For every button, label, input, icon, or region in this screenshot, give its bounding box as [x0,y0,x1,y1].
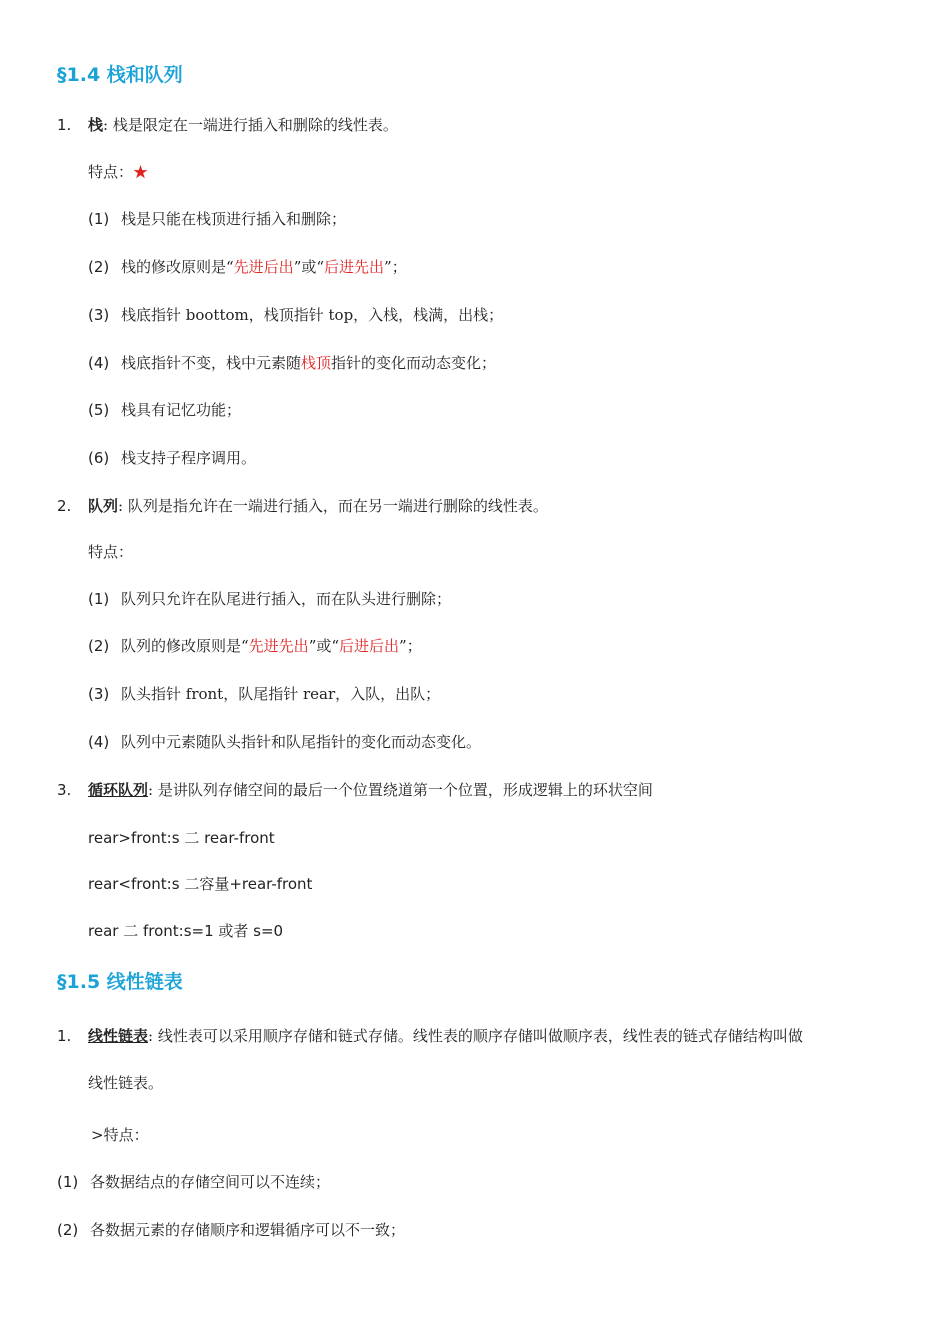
features-label-text: 特点： [88,163,134,181]
formula-line: rear<front:s 二容量+rear-front [88,875,313,893]
definition-text: : 栈是限定在一端进行插入和删除的线性表。 [103,116,398,134]
text: ”； [384,258,407,276]
item-index: (2) [88,637,110,655]
list-number: 3. [57,781,72,799]
item-index: (2) [57,1221,79,1239]
text: ”或“ [308,637,340,655]
item-index: (1) [88,210,110,228]
item-index: (4) [88,354,110,372]
list-number: 1. [57,116,72,134]
list-item [121,635,422,657]
text: 队列的修改原则是“ [121,637,249,655]
term-linked-list: 线性链表 [88,1027,149,1045]
list-item: 栈底指针 boottom，栈顶指针 top，入栈，栈满，出栈； [121,306,504,324]
text: ”或“ [293,258,325,276]
features-label [88,161,148,183]
queue-definition [88,495,548,517]
list-item: 队头指针 front，队尾指针 rear，入队，出队； [121,685,441,703]
term-circular-queue: 循环队列 [88,781,149,799]
linked-list-definition [88,1025,803,1047]
text: 指针的变化而动态变化； [331,354,497,372]
list-item: 栈支持子程序调用。 [121,449,257,467]
highlight: 后进后出 [339,637,400,655]
features-label: >特点： [91,1126,149,1144]
highlight: 栈顶 [301,354,332,372]
list-item: 栈具有记忆功能； [121,401,242,419]
list-item: 各数据元素的存储顺序和逻辑循序可以不一致； [90,1221,406,1239]
list-item [121,256,407,278]
item-index: (3) [88,306,110,324]
formula-line: rear>front:s 二 rear-front [88,829,275,847]
item-index: (6) [88,449,110,467]
item-index: (5) [88,401,110,419]
highlight: 先进先出 [248,637,309,655]
text: ”； [399,637,422,655]
definition-text: : 是讲队列存储空间的最后一个位置绕道第一个位置，形成逻辑上的环状空间 [148,781,653,799]
text: 栈的修改原则是“ [121,258,234,276]
list-item: 队列中元素随队头指针和队尾指针的变化而动态变化。 [121,733,482,751]
stack-definition [88,114,398,136]
term-stack: 栈 [88,116,104,134]
item-index: (2) [88,258,110,276]
highlight: 先进后出 [233,258,294,276]
list-number: 2. [57,497,72,515]
definition-text: : 队列是指允许在一端进行插入，而在另一端进行删除的线性表。 [118,497,548,515]
star-icon: ★ [133,163,149,181]
list-item: 各数据结点的存储空间可以不连续； [90,1173,331,1191]
term-queue: 队列 [88,497,119,515]
section-heading-1-5: §1.5 线性链表 [57,971,183,993]
text: 栈底指针不变，栈中元素随 [121,354,302,372]
section-heading-1-4: §1.4 栈和队列 [57,64,183,86]
item-index: (3) [88,685,110,703]
definition-continuation: 线性链表。 [88,1074,164,1092]
list-number: 1. [57,1027,72,1045]
formula-line: rear 二 front:s=1 或者 s=0 [88,922,284,940]
highlight: 后进先出 [324,258,385,276]
item-index: (1) [57,1173,79,1191]
definition-text: : 线性表可以采用顺序存储和链式存储。线性表的顺序存储叫做顺序表，线性表的链式存储结构叫做 [148,1027,803,1045]
list-item [121,352,496,374]
item-index: (1) [88,590,110,608]
item-index: (4) [88,733,110,751]
list-item: 栈是只能在栈顶进行插入和删除； [121,210,347,228]
list-item: 队列只允许在队尾进行插入，而在队头进行删除； [121,590,452,608]
features-label: 特点： [88,543,134,561]
circular-queue-definition [88,779,653,801]
